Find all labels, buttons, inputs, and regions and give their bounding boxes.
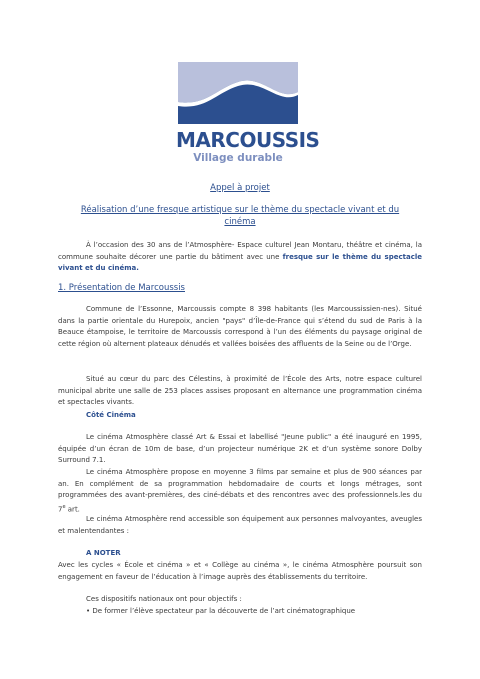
cote-cinema-heading: Côté Cinéma: [86, 411, 136, 419]
superscript: e: [62, 503, 66, 510]
paragraph-text: Ces dispositifs nationaux ont pour objectifs :: [86, 595, 242, 603]
paragraph-education: [58, 560, 422, 583]
paragraph-text-end: art.: [65, 504, 80, 513]
paragraph-text: Le cinéma Atmosphère classé Art & Essai et labellisé "Jeune public" a été inauguré en 1995, équipée d’un écran de 10m de base, d’un projecteur numérique 2K et d’un système sonore Dolby Surround 7.1.: [58, 433, 422, 464]
paragraph-text: Commune de l’Essonne, Marcoussis compte 8 398 habitants (les Marcoussissien-nes). Situé dans la partie orientale du Hurepoix, ancien "pays" d’Île-de-France qui s’étend du sud de Paris à la Beauce étampoise, le territoire de Marcoussis correspond à l’un des éléments du paysage original de cette région où alternent plateaux dénudés et vallées boisées des affluents de la Seine ou de l’Orge.: [58, 305, 422, 348]
section-heading: 1. Présentation de Marcoussis: [58, 283, 185, 293]
a-noter-heading: A NOTER: [86, 549, 121, 557]
paragraph-text: Situé au cœur du parc des Célestins, à proximité de l’École des Arts, notre espace culturel municipal abrite une salle de 253 places assises proposant en alternance une programmation cinéma et spectacles vivants.: [58, 375, 422, 406]
logo-subtitle: Village durable: [193, 152, 283, 164]
page-subtitle: Réalisation d’une fresque artistique sur le thème du spectacle vivant et du cinéma: [80, 205, 400, 227]
paragraph-programmation: [58, 467, 422, 515]
bullet-text: • De former l’élève spectateur par la découverte de l’art cinématographique: [86, 607, 356, 615]
bullet-item: [58, 606, 422, 618]
paragraph-text: Avec les cycles « École et cinéma » et « Collège au cinéma », le cinéma Atmosphère poursuit son engagement en faveur de l’éducation à l’image auprès des établissements du territoire.: [58, 561, 422, 581]
paragraph-text: Le cinéma Atmosphère rend accessible son équipement aux personnes malvoyantes, aveugles et malentendantes :: [58, 515, 422, 535]
paragraph-objectifs: [58, 594, 422, 606]
intro-text: À l’occasion des 30 ans de l’Atmosphère- Espace culturel Jean Montaru, théâtre et cinéma, la commune souhaite décorer une partie du bâtiment avec une: [58, 241, 422, 261]
intro-paragraph: [58, 240, 422, 275]
intro-highlight: fresque sur le thème du spectacle vivant et du cinéma.: [58, 252, 422, 272]
marcoussis-logo: [176, 62, 320, 164]
paragraph-cinema: [58, 432, 422, 467]
logo-wave-icon: [178, 62, 298, 124]
paragraph-accessibilite: [58, 514, 422, 537]
paragraph-text: Le cinéma Atmosphère propose en moyenne 3 films par semaine et plus de 900 séances par an. En complément de sa programmation hebdomadaire de courts et longs métrages, sont programmées des avant-premières, des ciné-débats et des rencontres avec des professionnels.les du 7: [58, 468, 422, 513]
logo-title: MARCOUSSIS: [176, 128, 320, 152]
paragraph-commune: [58, 304, 422, 350]
paragraph-espace-culturel: [58, 374, 422, 409]
page-title: Appel à projet: [210, 183, 270, 193]
